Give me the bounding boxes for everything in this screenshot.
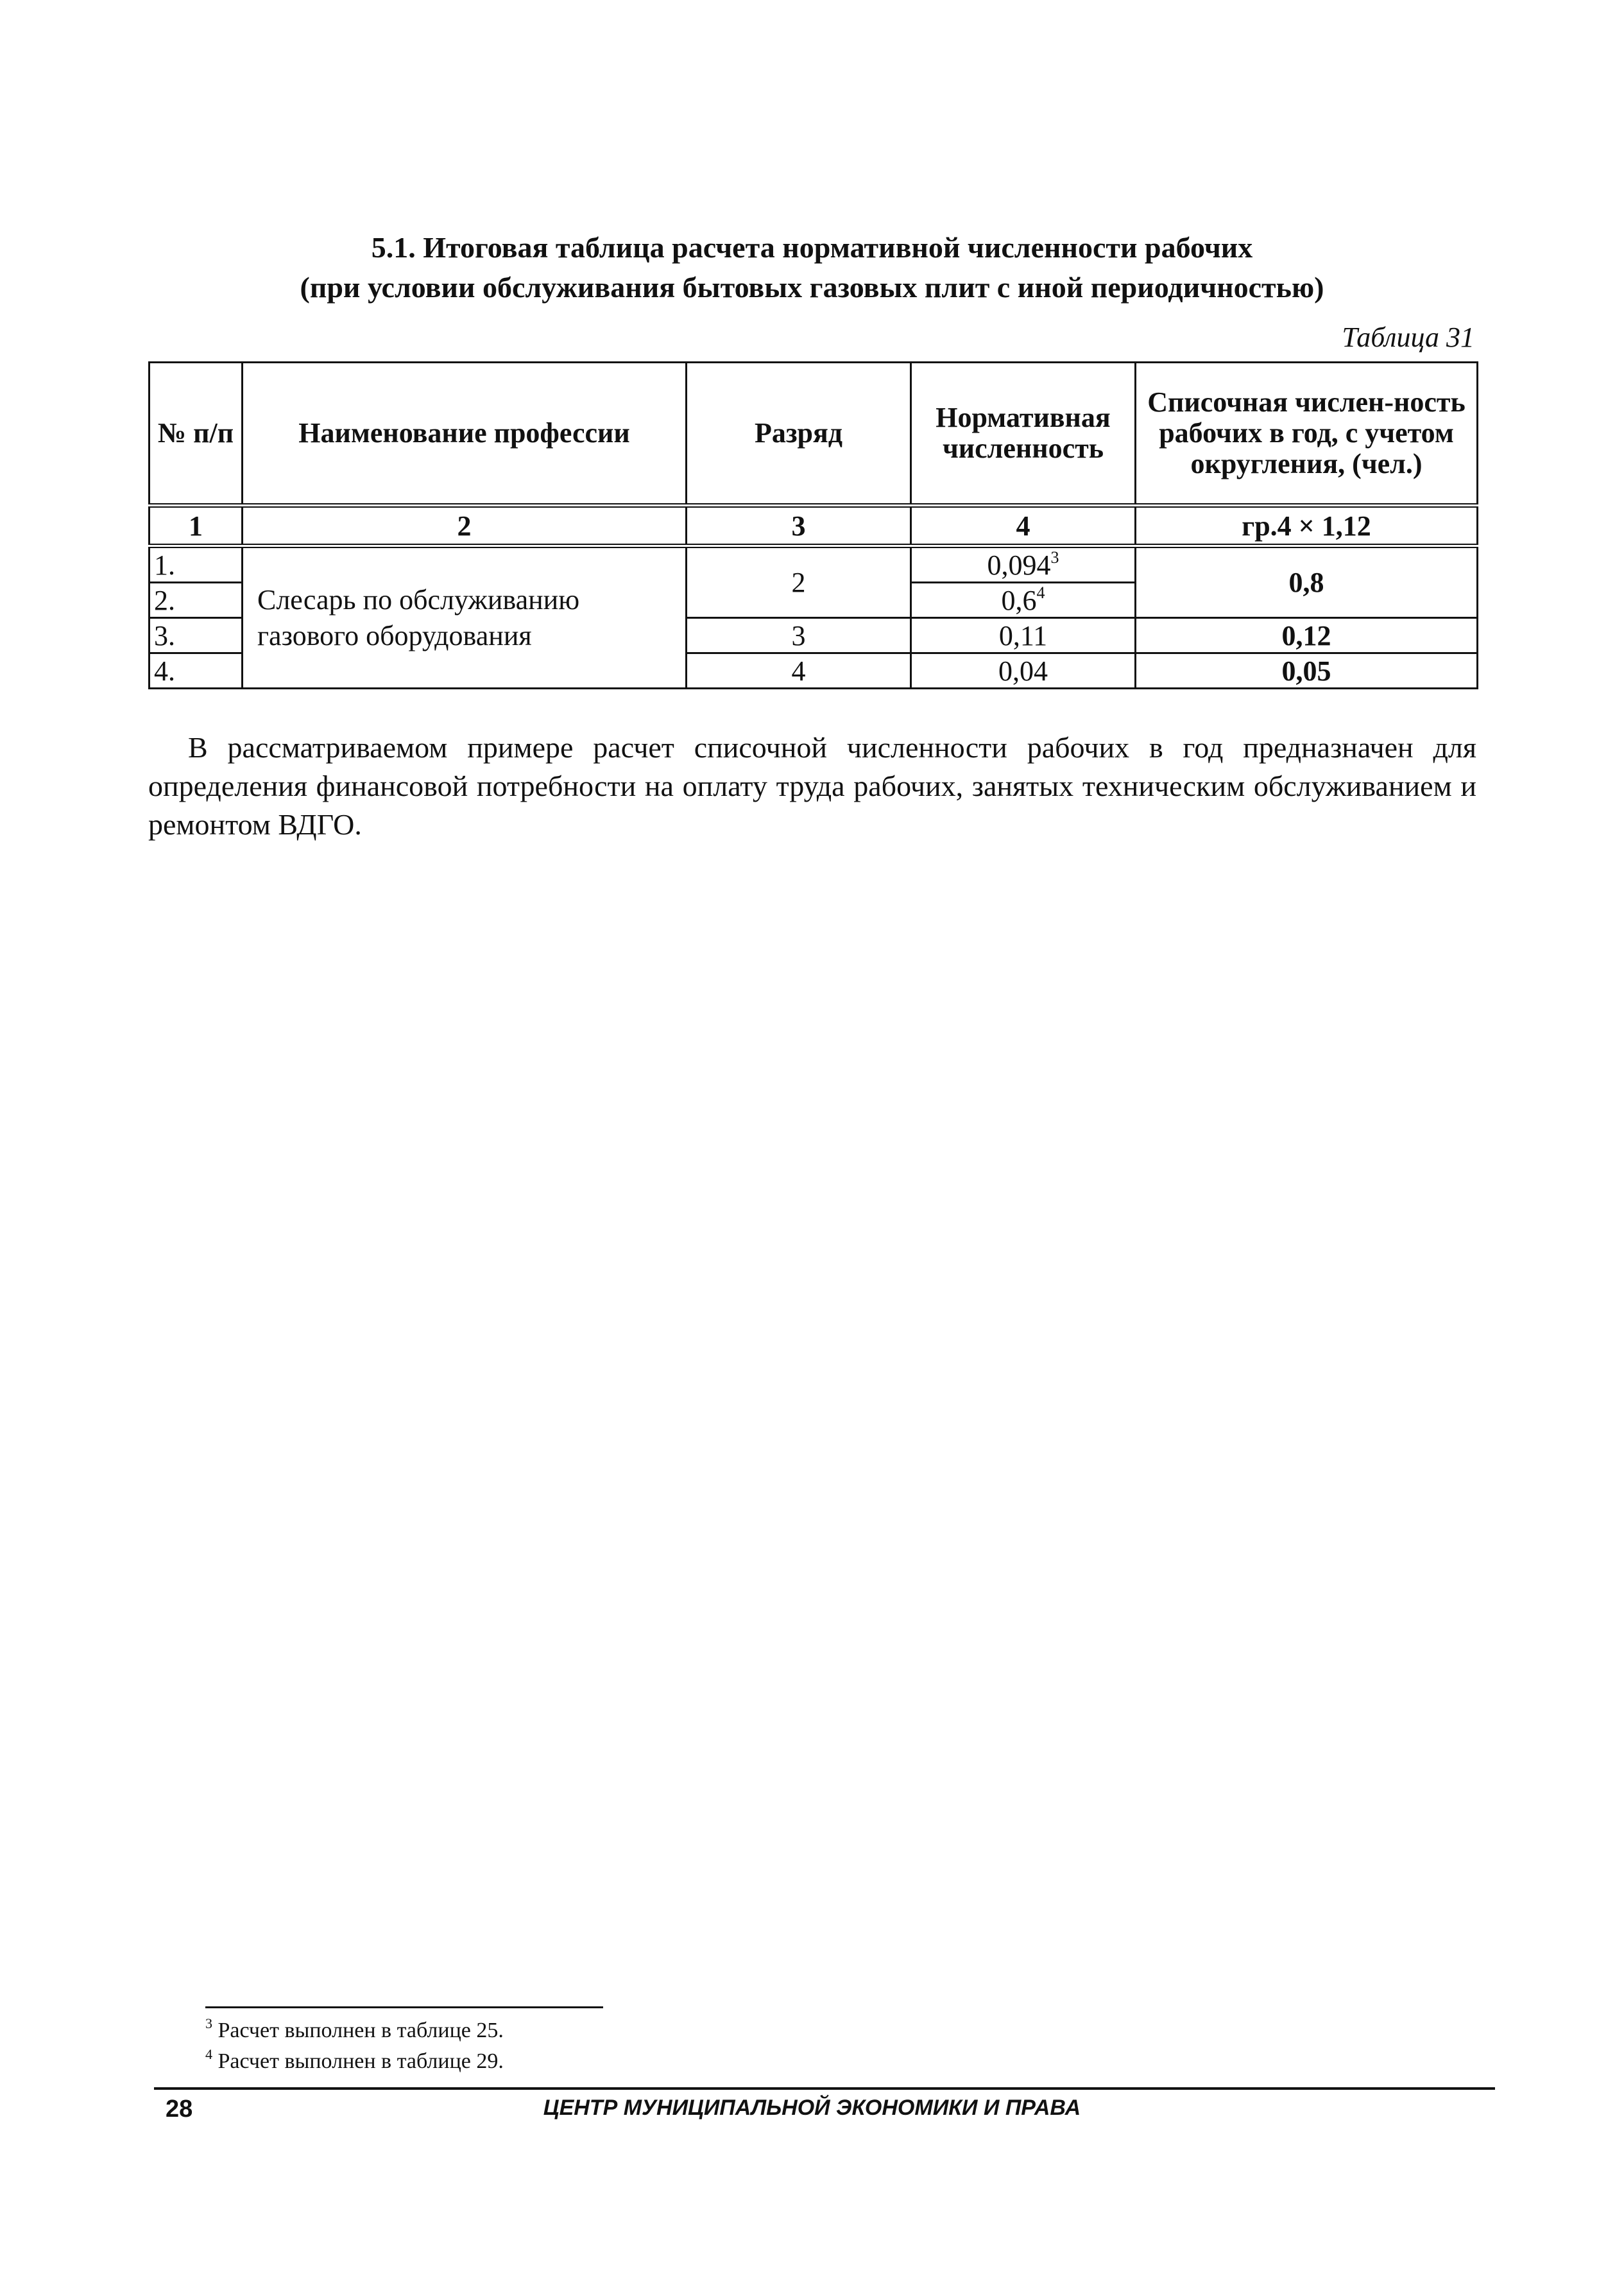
header-list-count: Списочная числен-ность рабочих в год, с учетом округления, (чел.) — [1136, 363, 1478, 506]
table-row — [150, 546, 1478, 583]
row-normative: 0,11 — [911, 618, 1136, 653]
title-line-2: (при условии обслуживания бытовых газовых плит с иной периодичностью) — [300, 271, 1324, 304]
column-number: 3 — [687, 506, 911, 546]
row-grade: 3 — [687, 618, 911, 653]
footnote: $^4$ Расчет выполнен в таблице 29. — [205, 2046, 504, 2073]
table-label: Таблица 31 — [1342, 322, 1474, 353]
staffing-table — [148, 361, 1478, 689]
footer-divider — [154, 2087, 1495, 2090]
footnote-divider — [205, 2006, 603, 2008]
row-num: 3. — [150, 618, 243, 653]
footnote-ref[interactable]: 3 — [1050, 547, 1059, 567]
footer-organization: ЦЕНТР МУНИЦИПАЛЬНОЙ ЭКОНОМИКИ И ПРАВА — [543, 2096, 1081, 2120]
header-num: № п/п — [150, 363, 243, 506]
row-num: 2. — [150, 583, 243, 618]
row-grade: 2 — [687, 546, 911, 618]
header-profession: Наименование профессии — [243, 363, 687, 506]
body-paragraph: В рассматриваемом примере расчет списочной численности рабочих в год предназначен для определения финансовой потребности на оплату труда рабочих, занятых техническим обслуживанием и ремонтом ВДГО. — [148, 731, 1476, 841]
page-number: 28 — [166, 2096, 193, 2123]
document-title — [0, 228, 1624, 307]
row-normative: 0,094$^3$ — [911, 546, 1136, 583]
column-number: 2 — [243, 506, 687, 546]
header-normative: Нормативная численность — [911, 363, 1136, 506]
row-normative: 0,04 — [911, 653, 1136, 689]
footnote: $^3$ Расчет выполнен в таблице 25. — [205, 2015, 504, 2042]
column-number: 1 — [150, 506, 243, 546]
table-header-row — [150, 363, 1478, 506]
header-grade: Разряд — [687, 363, 911, 506]
row-num: 4. — [150, 653, 243, 689]
row-normative: $0,6^4$ — [911, 583, 1136, 618]
column-number: 4 — [911, 506, 1136, 546]
row-list-count: 0,05 — [1136, 653, 1478, 689]
row-num: 1. — [150, 546, 243, 583]
profession-name: Слесарь по обслуживанию газового оборудования — [243, 546, 687, 689]
title-line-1: 5.1. Итоговая таблица расчета нормативной численности рабочих — [371, 231, 1253, 264]
footnotes — [205, 2015, 504, 2077]
footnote-ref[interactable]: 4 — [1036, 583, 1045, 602]
column-number-row — [150, 506, 1478, 546]
row-list-count: 0,12 — [1136, 618, 1478, 653]
row-grade: 4 — [687, 653, 911, 689]
column-formula: гр.4 × 1,12 — [1136, 506, 1478, 546]
row-list-count: 0,8 — [1136, 546, 1478, 618]
